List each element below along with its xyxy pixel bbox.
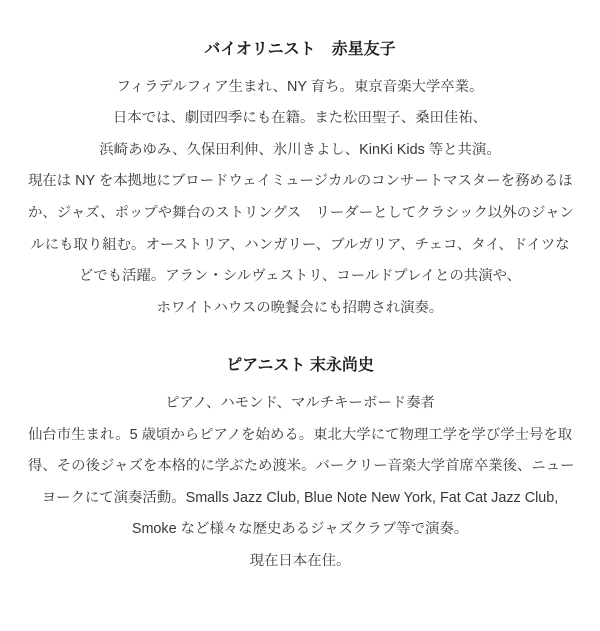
- bio-line: ルにも取り組む。オーストリア、ハンガリー、ブルガリア、チェコ、タイ、ドイツな: [30, 236, 570, 253]
- bio-line: 現在日本在住。: [249, 552, 351, 569]
- bio-line: どでも活躍。アラン・シルヴェストリ、コールドプレイとの共演や、: [78, 268, 522, 285]
- bio-line: 仙台市生まれ。5 歳頃からピアノを始める。東北大学にて物理工学を学び学士号を取: [28, 426, 573, 443]
- bio-line: フィラデルフィア生まれ、NY 育ち。東京音楽大学卒業。: [116, 78, 484, 95]
- pianist-section-title: ピアニスト 末永尚史: [226, 357, 374, 375]
- bio-line: か、ジャズ、ポップや舞台のストリングス リーダーとしてクラシック以外のジャン: [28, 204, 574, 221]
- bio-line: ホワイトハウスの晩餐会にも招聘され演奏。: [156, 299, 444, 316]
- bio-line: 得、その後ジャズを本格的に学ぶため渡米。バークリー音楽大学首席卒業後、ニュー: [28, 458, 575, 475]
- violinist-section-title: バイオリニスト 赤星友子: [204, 41, 396, 58]
- bio-line: ピアノ、ハモンド、マルチキーボード奏者: [165, 394, 435, 411]
- bio-line: 現在は NY を本拠地にブロードウェイミュージカルのコンサートマスターを務めるほ: [28, 173, 573, 190]
- bio-line: 浜崎あゆみ、久保田利伸、氷川きよし、KinKi Kids 等と共演。: [99, 141, 501, 158]
- bio-line: 日本では、劇団四季にも在籍。また松田聖子、桑田佳祐、: [112, 110, 488, 127]
- bio-line: Smoke など様々な歴史あるジャズクラブ等で演奏。: [131, 521, 469, 538]
- section-violinist: [28, 34, 572, 324]
- section-pianist: [28, 350, 575, 577]
- bio-line: ヨークにて演奏活動。Smalls Jazz Club, Blue Note New York, Fat Cat Jazz Club,: [41, 489, 559, 506]
